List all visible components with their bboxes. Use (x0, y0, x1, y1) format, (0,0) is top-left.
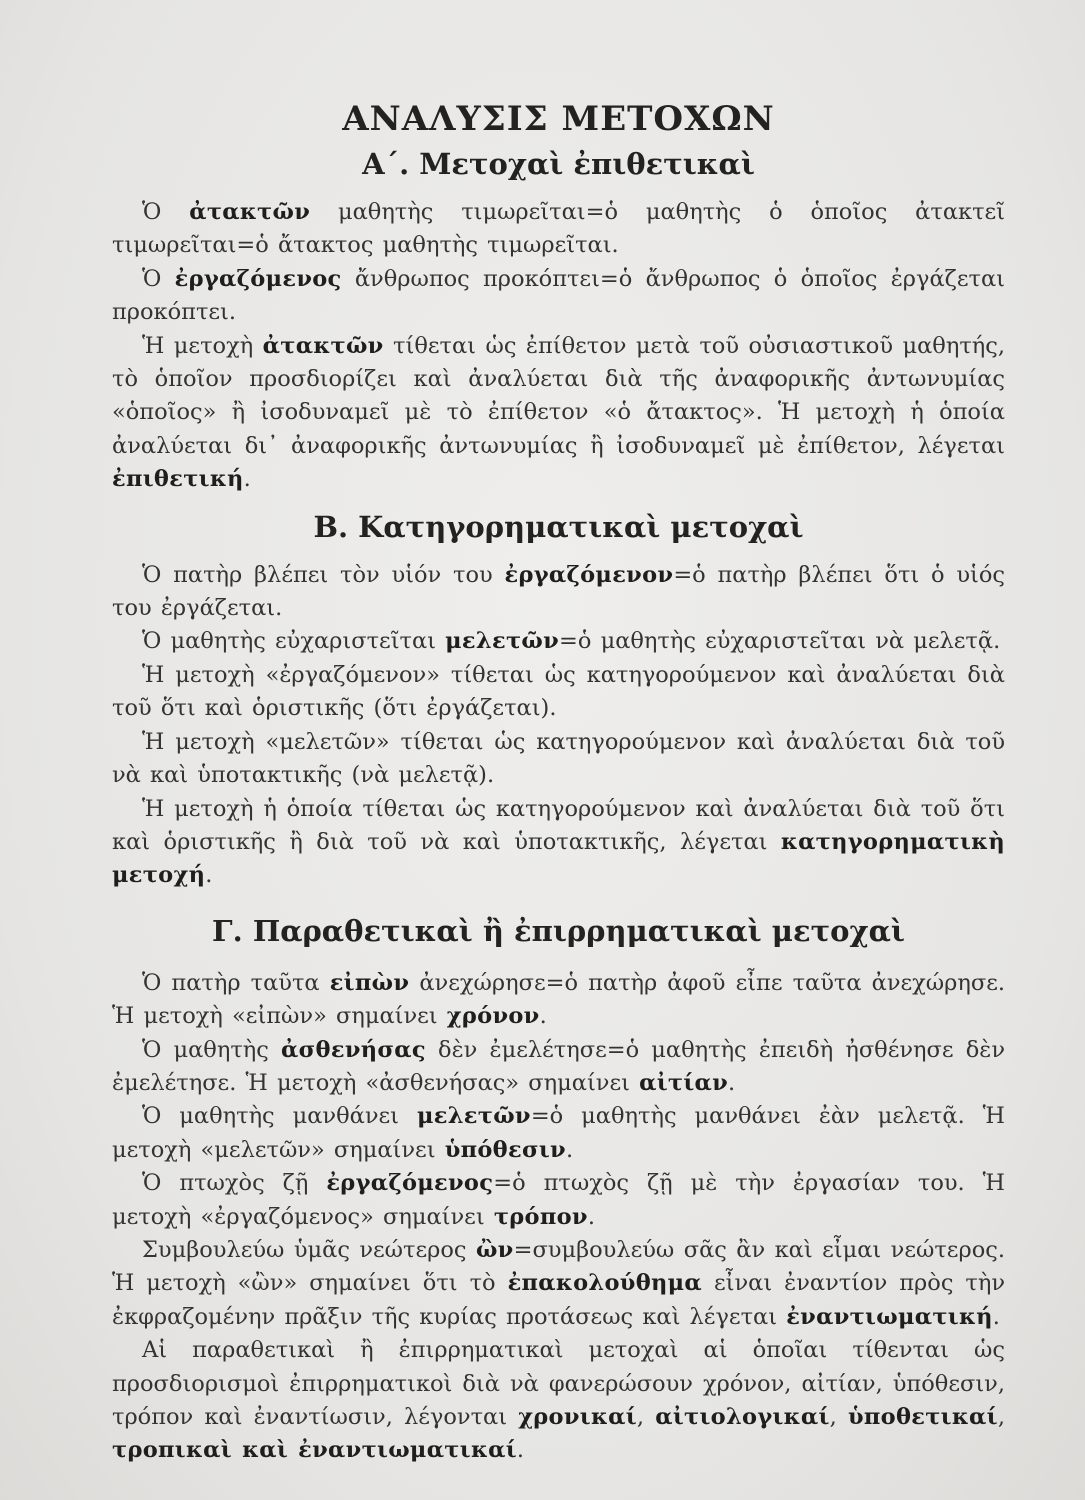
paragraph-c2 (112, 1034, 1005, 1101)
text-run: . (539, 1003, 547, 1030)
section-heading-b: Β. Κατηγορηματικαὶ μετοχαὶ (313, 509, 804, 544)
text-run: Ἡ μετοχὴ «μελετῶν» τίθεται ὡς κατηγορούμενον καὶ ἀναλύεται διὰ τοῦ νὰ καὶ ὑποτακτικῆς (νὰ μελετᾷ). (112, 728, 1005, 789)
text-run: . (565, 1136, 574, 1163)
bold-term: ἐπιθετική (112, 466, 244, 493)
bold-term: τρόπον (493, 1203, 588, 1230)
text-run: Ὁ πατὴρ βλέπει τὸν υἱόν του (142, 561, 505, 588)
text-run: . (587, 1203, 595, 1230)
section-heading-c: Γ. Παραθετικαὶ ἢ ἐπιρρηματικαὶ μετοχαὶ (212, 913, 905, 948)
text-run: . (205, 862, 213, 889)
bold-term: μελετῶν (445, 628, 560, 655)
paragraph-a3 (112, 330, 1005, 497)
paragraph-b5 (112, 793, 1005, 893)
bold-term: ἀτακτῶν (189, 199, 311, 225)
paragraph-c1 (112, 967, 1005, 1034)
text-run: =ὁ πατὴρ βλέπει ὅτι ὁ υἱός του ἐργάζεται. (112, 561, 1005, 622)
paragraph-b2 (112, 625, 1005, 658)
bold-term: ἐπακολούθημα (507, 1270, 703, 1297)
text-run: Ὁ (142, 199, 190, 225)
text-run: . (243, 466, 251, 493)
text-run: , (829, 1404, 848, 1430)
bold-term: ἐργαζόμενος (174, 265, 342, 292)
text-run: , (997, 1404, 1005, 1430)
text-run: εἶναι ἐναντίον πρὸς τὴν ἐκφραζομένην πρᾶξιν τῆς κυρίας προτάσεως καὶ λέγεται (112, 1270, 1006, 1330)
text-run: Αἱ παραθετικαὶ ἢ ἐπιρρηματικαὶ μετοχαὶ αἱ ὁποῖαι τίθενται ὡς προσδιορισμοὶ ἐπιρρηματικοὶ διὰ νὰ φανερώσουν χρόνον, αἰτίαν, ὑπόθεσιν, τρόπον καὶ ἐναντίωσιν, λέγονται (112, 1337, 1005, 1430)
text-run: τίθεται ὡς ἐπίθετον μετὰ τοῦ οὐσιαστικοῦ μαθητής, τὸ ὁποῖον προσδιορίζει καὶ ἀναλύεται διὰ τῆς ἀναφορικῆς ἀντωνυμίας «ὁποῖος» ἢ ἰσοδυναμεῖ μὲ τὸ ἐπίθετον «ὁ ἄτακτος». Ἡ μετοχὴ ἡ ὁποία ἀναλύεται δι᾽ ἀναφορικῆς ἀντωνυμίας ἢ ἰσοδυναμεῖ μὲ ἐπίθετον, λέγεται (112, 332, 1006, 459)
text-run: Ὁ (142, 265, 175, 292)
section-heading-a: Α΄. Μετοχαὶ ἐπιθετικαὶ (362, 147, 755, 181)
text-run: . (992, 1303, 1000, 1330)
text-run: δὲν ἐμελέτησε=ὁ μαθητὴς ἐπειδὴ ἠσθένησε δὲν ἐμελέτησε. Ἡ μετοχὴ «ἀσθενήσας» σημαίνει (112, 1036, 1006, 1096)
text-run: =συμβουλεύω σᾶς ἂν καὶ εἶμαι νεώτερος. Ἡ μετοχὴ «ὢν» σημαίνει ὅτι τὸ (112, 1236, 1005, 1297)
paragraph-a2 (112, 263, 1005, 330)
bold-term: αἰτίαν (639, 1069, 729, 1096)
bold-term: ἀτακτῶν (262, 332, 384, 359)
bold-term: ὢν (475, 1236, 514, 1263)
text-run: =ὁ μαθητὴς εὐχαριστεῖται νὰ μελετᾷ. (559, 628, 1001, 655)
text-run: Ἡ μετοχὴ «ἐργαζόμενον» τίθεται ὡς κατηγορούμενον καὶ ἀναλύεται διὰ τοῦ ὅτι καὶ ὁριστικῆς (ὅτι ἐργάζεται). (112, 661, 1005, 722)
text-run: ἄνθρωπος προκόπτει=ὁ ἄνθρωπος ὁ ὁποῖος ἐργάζεται προκόπτει. (112, 265, 1005, 326)
text-run: . (516, 1437, 525, 1464)
bold-term: ὑπόθεσιν (444, 1136, 566, 1163)
text-run: ἀνεχώρησε=ὁ πατὴρ ἀφοῦ εἶπε ταῦτα ἀνεχώρησε. Ἡ μετοχὴ «εἰπὼν» σημαίνει (112, 969, 1006, 1030)
text-run: Συμβουλεύω ὑμᾶς νεώτερος (142, 1236, 476, 1263)
bold-term: κατηγορηματικὴ μετοχή (112, 828, 1005, 889)
bold-term: χρονικαί (518, 1404, 637, 1430)
text-run: =ὁ μαθητὴς μανθάνει ἐὰν μελετᾷ. Ἡ μετοχὴ «μελετῶν» σημαίνει (112, 1103, 1005, 1163)
text-run: Ὁ μαθητὴς εὐχαριστεῖται (142, 628, 446, 655)
bold-term: αἰτιολογικαί (655, 1404, 830, 1430)
bold-term: ἀσθενήσας (281, 1036, 426, 1063)
paragraph-b1 (112, 559, 1005, 626)
text-run: Ὁ πατὴρ ταῦτα (142, 969, 330, 996)
bold-term: ἐναντιωματική (786, 1303, 993, 1330)
paragraph-b4 (112, 726, 1005, 793)
bold-term: ὑποθετικαί (847, 1404, 998, 1430)
text-run: Ἡ μετοχὴ (142, 332, 263, 359)
text-run: μαθητὴς τιμωρεῖται=ὁ μαθητὴς ὁ ὁποῖος ἀτακτεῖ τιμωρεῖται=ὁ ἄτακτος μαθητὴς τιμωρεῖται. (112, 199, 1005, 259)
bold-term: χρόνον (446, 1003, 540, 1030)
bold-term: τροπικαὶ καὶ ἐναντιωματικαί (112, 1437, 517, 1464)
text-run: Ὁ μαθητὴς μανθάνει (142, 1103, 417, 1130)
text-run: Ὁ μαθητὴς (142, 1036, 282, 1063)
text-run: Ἡ μετοχὴ ἡ ὁποία τίθεται ὡς κατηγορούμενον καὶ ἀναλύεται διὰ τοῦ ὅτι καὶ ὁριστικῆς ἢ διὰ τοῦ νὰ καὶ ὑποτακτικῆς, λέγεται (112, 795, 1005, 855)
paragraph-c6 (112, 1334, 1005, 1468)
paragraph-a1 (112, 196, 1005, 263)
bold-term: μελετῶν (416, 1103, 531, 1130)
text-run: =ὁ πτωχὸς ζῇ μὲ τὴν ἐργασίαν του. Ἡ μετοχὴ «ἐργαζόμενος» σημαίνει (112, 1170, 1005, 1230)
bold-term: ἐργαζόμενον (504, 561, 674, 588)
bold-term: εἰπὼν (329, 969, 410, 996)
text-run: . (728, 1069, 736, 1096)
text-run: , (636, 1404, 656, 1430)
paragraph-c4 (112, 1167, 1005, 1234)
paragraph-c3 (112, 1100, 1005, 1167)
paragraph-c5 (112, 1234, 1005, 1334)
bold-term: ἐργαζόμενος (326, 1170, 494, 1197)
paragraph-b3 (112, 659, 1005, 726)
text-run: Ὁ πτωχὸς ζῇ (142, 1170, 327, 1197)
page-title: ΑΝΑΛΥΣΙΣ ΜΕΤΟΧΩΝ (342, 99, 775, 139)
